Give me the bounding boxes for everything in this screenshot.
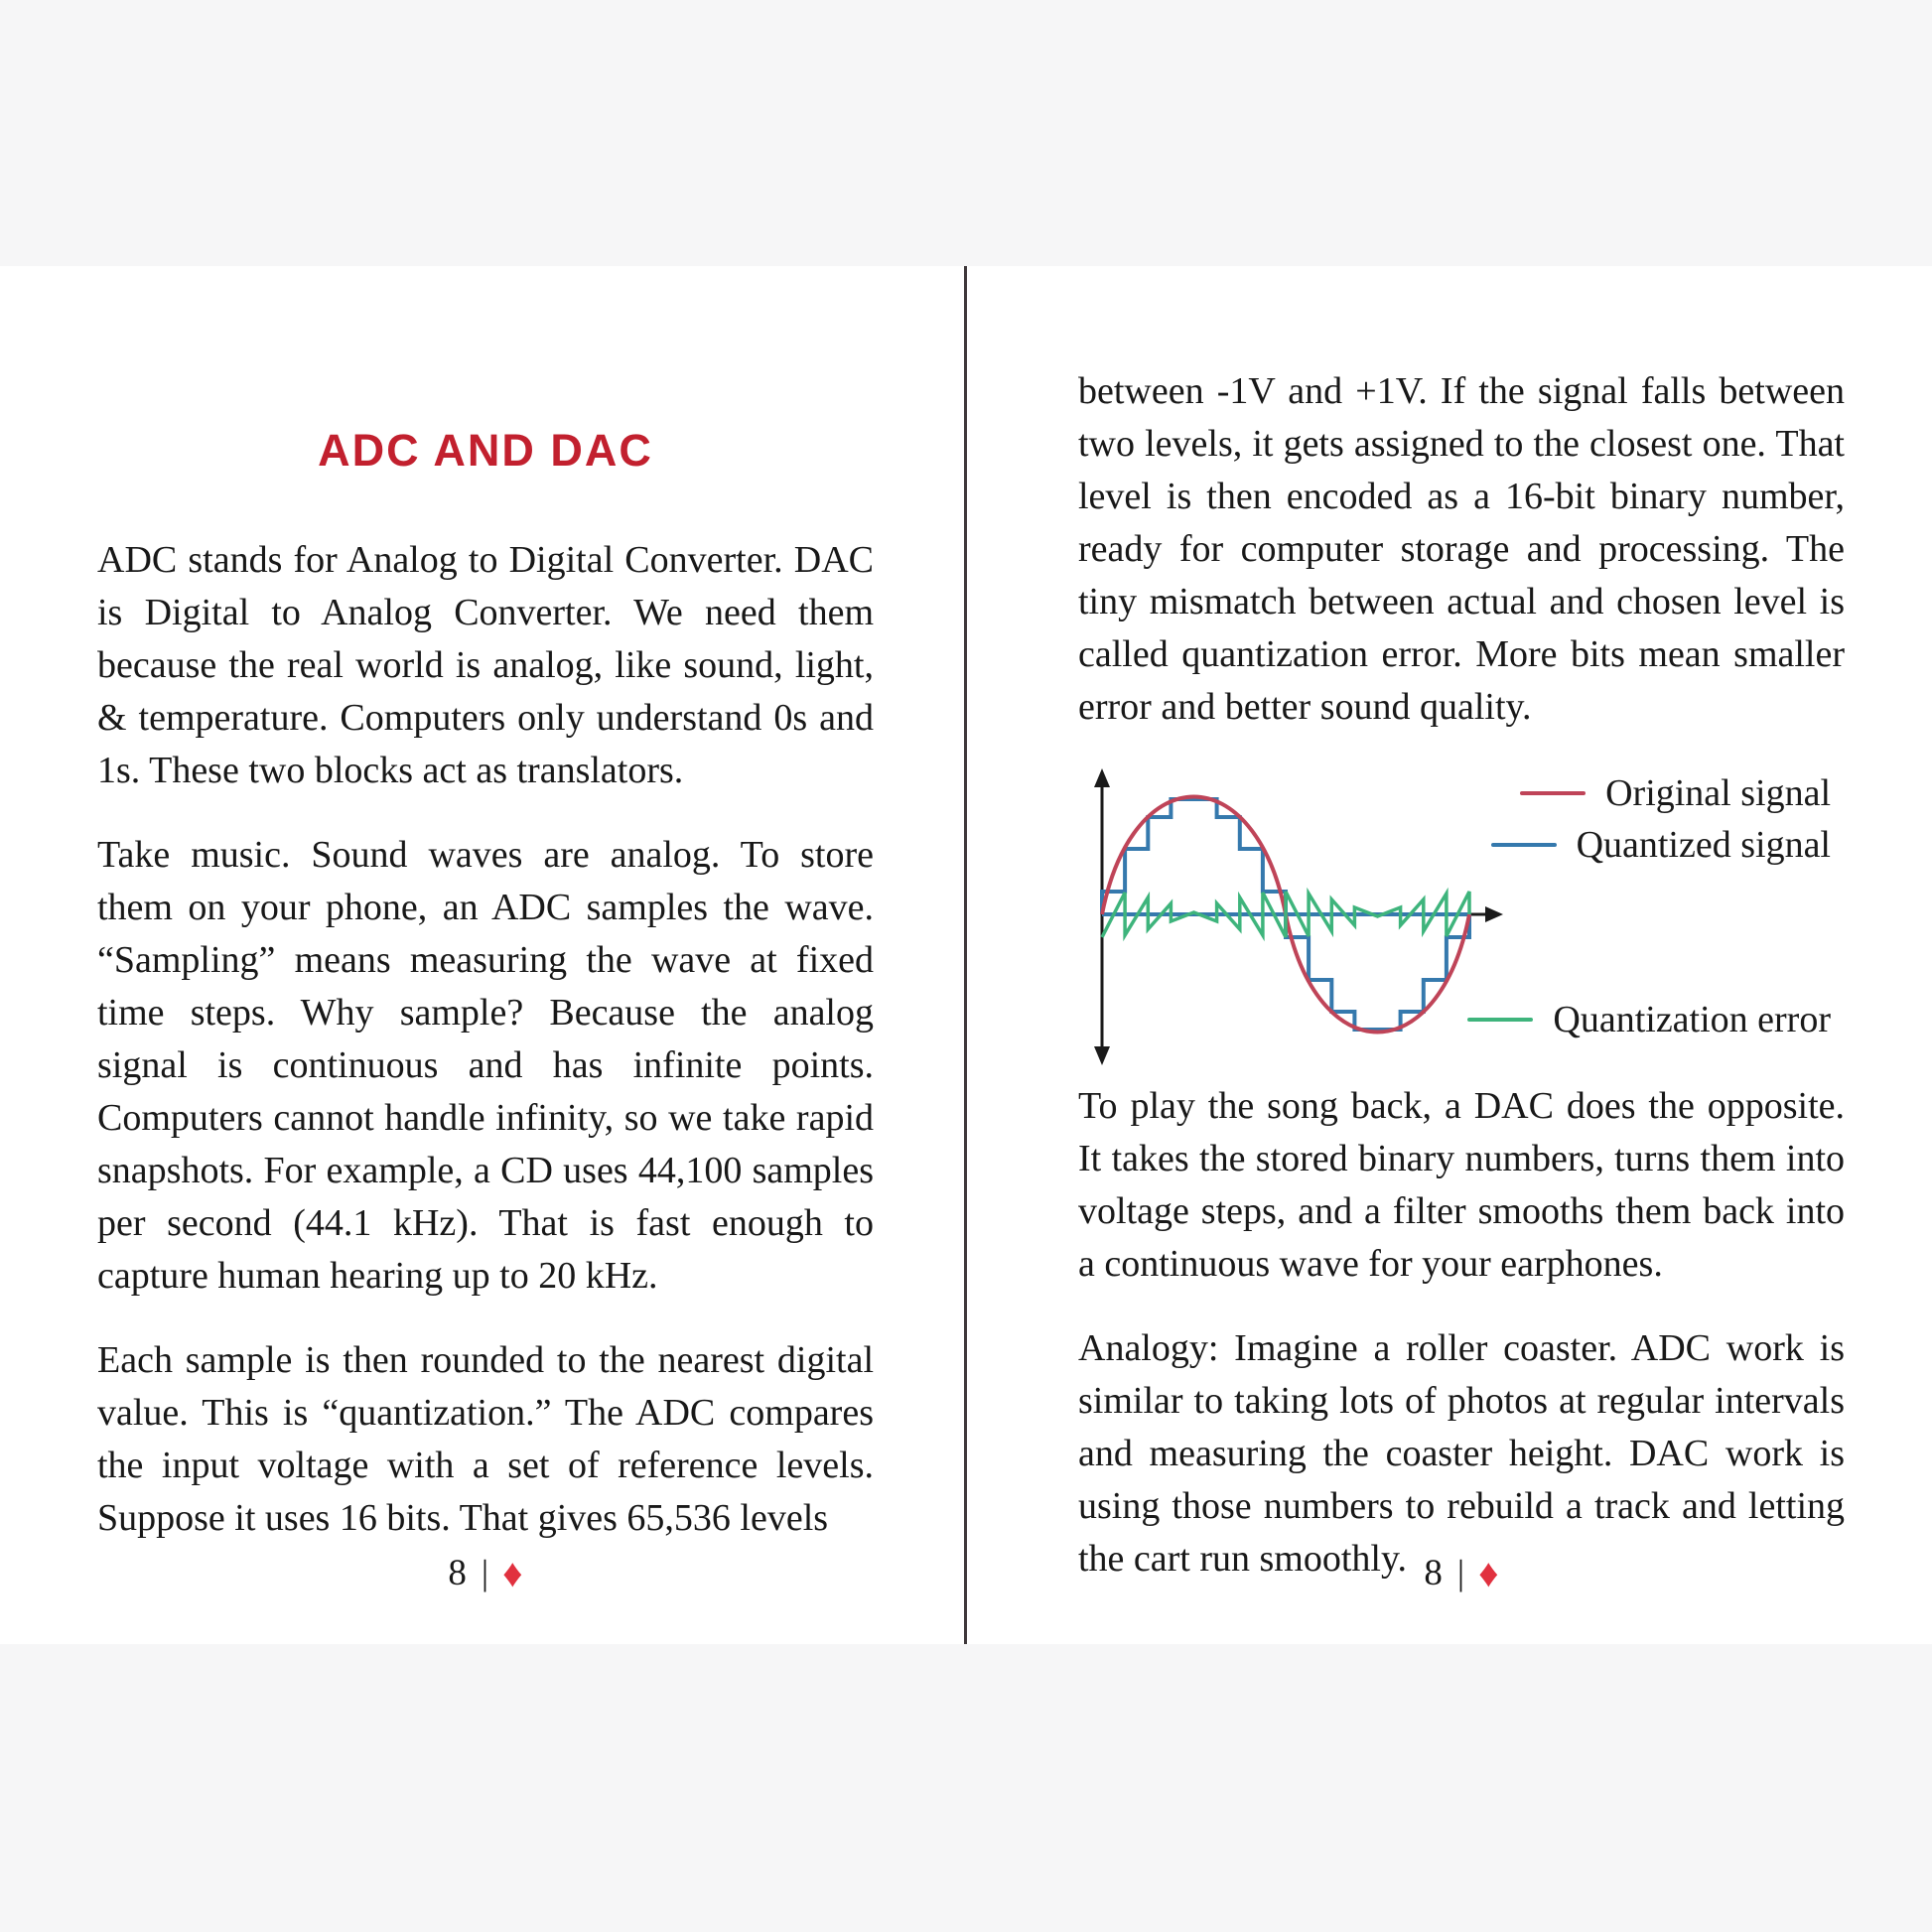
- page-number: 8: [1424, 1553, 1444, 1593]
- y-axis-arrow-down-icon: [1094, 1046, 1110, 1065]
- diamond-icon: ♦: [1478, 1551, 1499, 1595]
- footer-separator: |: [481, 1553, 489, 1592]
- paragraph-adc-intro: ADC stands for Analog to Digital Converter. DAC is Digital to Analog Converter. We need them because the real world is analog, like sound, light, & temperature. Computers only understand 0s and 1s. These two blocks act as translators.: [97, 539, 874, 791]
- legend-line-green-icon: [1467, 1018, 1533, 1022]
- page-number: 8: [448, 1553, 468, 1593]
- quantization-chart: [1078, 765, 1505, 1068]
- paragraph-dac-playback: To play the song back, a DAC does the opposite. It takes the stored binary numbers, turns them into voltage steps, and a filter smooths them back into a continuous wave for your earphones.: [1078, 1085, 1845, 1285]
- legend-original-signal: [1520, 771, 1831, 815]
- diamond-icon: ♦: [502, 1551, 523, 1595]
- legend-line-blue-icon: [1491, 843, 1557, 847]
- legend-label: Quantized signal: [1576, 824, 1831, 866]
- x-axis-arrow-icon: [1485, 906, 1503, 922]
- footer-separator: |: [1456, 1553, 1465, 1592]
- legend-quantization-error: [1467, 998, 1831, 1041]
- page-footer-right: [1078, 1550, 1845, 1596]
- page-title: ADC AND DAC: [318, 425, 653, 476]
- legend-label: Quantization error: [1553, 999, 1831, 1040]
- paragraph-analogy: Analogy: Imagine a roller coaster. ADC work is similar to taking lots of photos at regular intervals and measuring the coaster height. DAC work is using those numbers to rebuild a track and letting the cart run smoothly.: [1078, 1327, 1845, 1580]
- paragraph-levels: between -1V and +1V. If the signal falls between two levels, it gets assigned to the closest one. That level is then encoded as a 16-bit binary number, ready for computer storage and processing. The tiny mismatch between actual and chosen level is called quantization error. More bits mean smaller error and better sound quality.: [1078, 370, 1845, 728]
- page-footer-left: [97, 1550, 874, 1596]
- page-divider: [964, 266, 967, 1644]
- y-axis-arrow-up-icon: [1094, 768, 1110, 787]
- page-right: [1078, 266, 1845, 1644]
- legend-line-red-icon: [1520, 791, 1586, 795]
- paper: [0, 266, 1932, 1644]
- paragraph-quantization: Each sample is then rounded to the nearest digital value. This is “quantization.” The ADC compares the input voltage with a set of reference levels. Suppose it uses 16 bits. That gives 65,536 levels: [97, 1339, 874, 1539]
- page-left: [97, 266, 874, 1644]
- paragraph-sampling: Take music. Sound waves are analog. To store them on your phone, an ADC samples the wave. “Sampling” means measuring the wave at fixed time steps. Why sample? Because the analog signal is continuous and has infinite points. Computers cannot handle infinity, so we take rapid snapshots. For example, a CD uses 44,100 samples per second (44.1 kHz). That is fast enough to capture human hearing up to 20 kHz.: [97, 834, 874, 1297]
- legend-quantized-signal: [1491, 823, 1831, 867]
- quantization-figure: [1078, 765, 1845, 1068]
- legend-label: Original signal: [1605, 772, 1831, 814]
